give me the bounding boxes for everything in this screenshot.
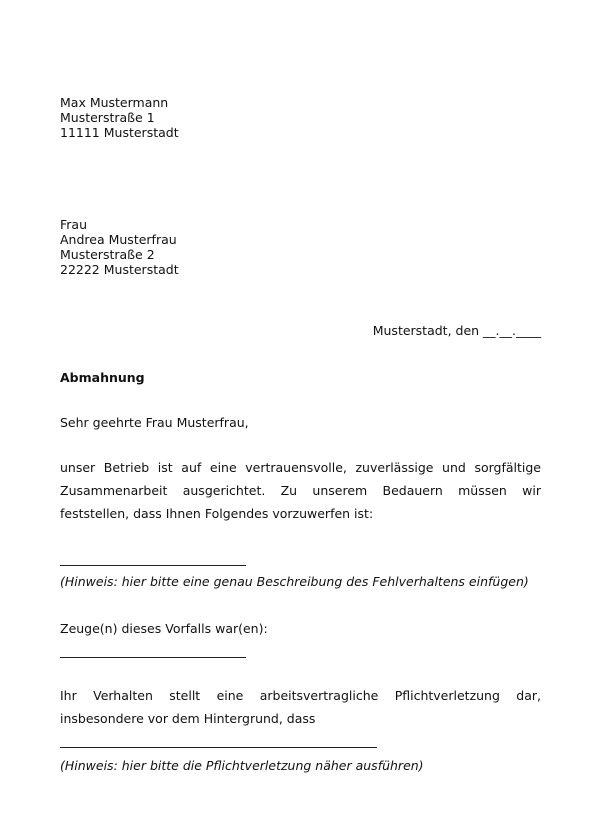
subject-heading: Abmahnung [60, 370, 145, 385]
date-line: Musterstadt, den __.__.____ [372, 323, 541, 338]
sender-name: Max Mustermann [60, 95, 169, 110]
salutation: Sehr geehrte Frau Musterfrau, [60, 415, 249, 430]
recipient-salutation-word: Frau [60, 217, 88, 232]
paragraph-intro: unser Betrieb ist auf eine vertrauensvolle, zuverlässige und sorgfältige Zusammenarbeit ausgerichtet. Zu unserem Bedauern müssen wir feststellen, dass Ihnen Folgendes vorzuwerfen ist: [60, 460, 541, 521]
recipient-address [60, 217, 541, 277]
hint-violation: (Hinweis: hier bitte die Pflichtverletzung näher ausführen) [60, 758, 424, 773]
sender-city: 11111 Musterstadt [60, 125, 179, 140]
recipient-city: 22222 Musterstadt [60, 262, 179, 277]
hint-misconduct: (Hinweis: hier bitte eine genau Beschreibung des Fehlverhaltens einfügen) [60, 574, 529, 589]
fill-in-line-misconduct [60, 565, 246, 566]
fill-in-line-witness [60, 657, 246, 658]
witness-label: Zeuge(n) dieses Vorfalls war(en): [60, 621, 268, 636]
recipient-name: Andrea Musterfrau [60, 232, 177, 247]
sender-address [60, 95, 541, 140]
recipient-street: Musterstraße 2 [60, 247, 155, 262]
paragraph-violation: Ihr Verhalten stellt eine arbeitsvertragliche Pflichtverletzung dar, insbesondere vor dem Hintergrund, dass [60, 688, 541, 726]
sender-street: Musterstraße 1 [60, 110, 155, 125]
fill-in-line-violation [60, 747, 377, 748]
